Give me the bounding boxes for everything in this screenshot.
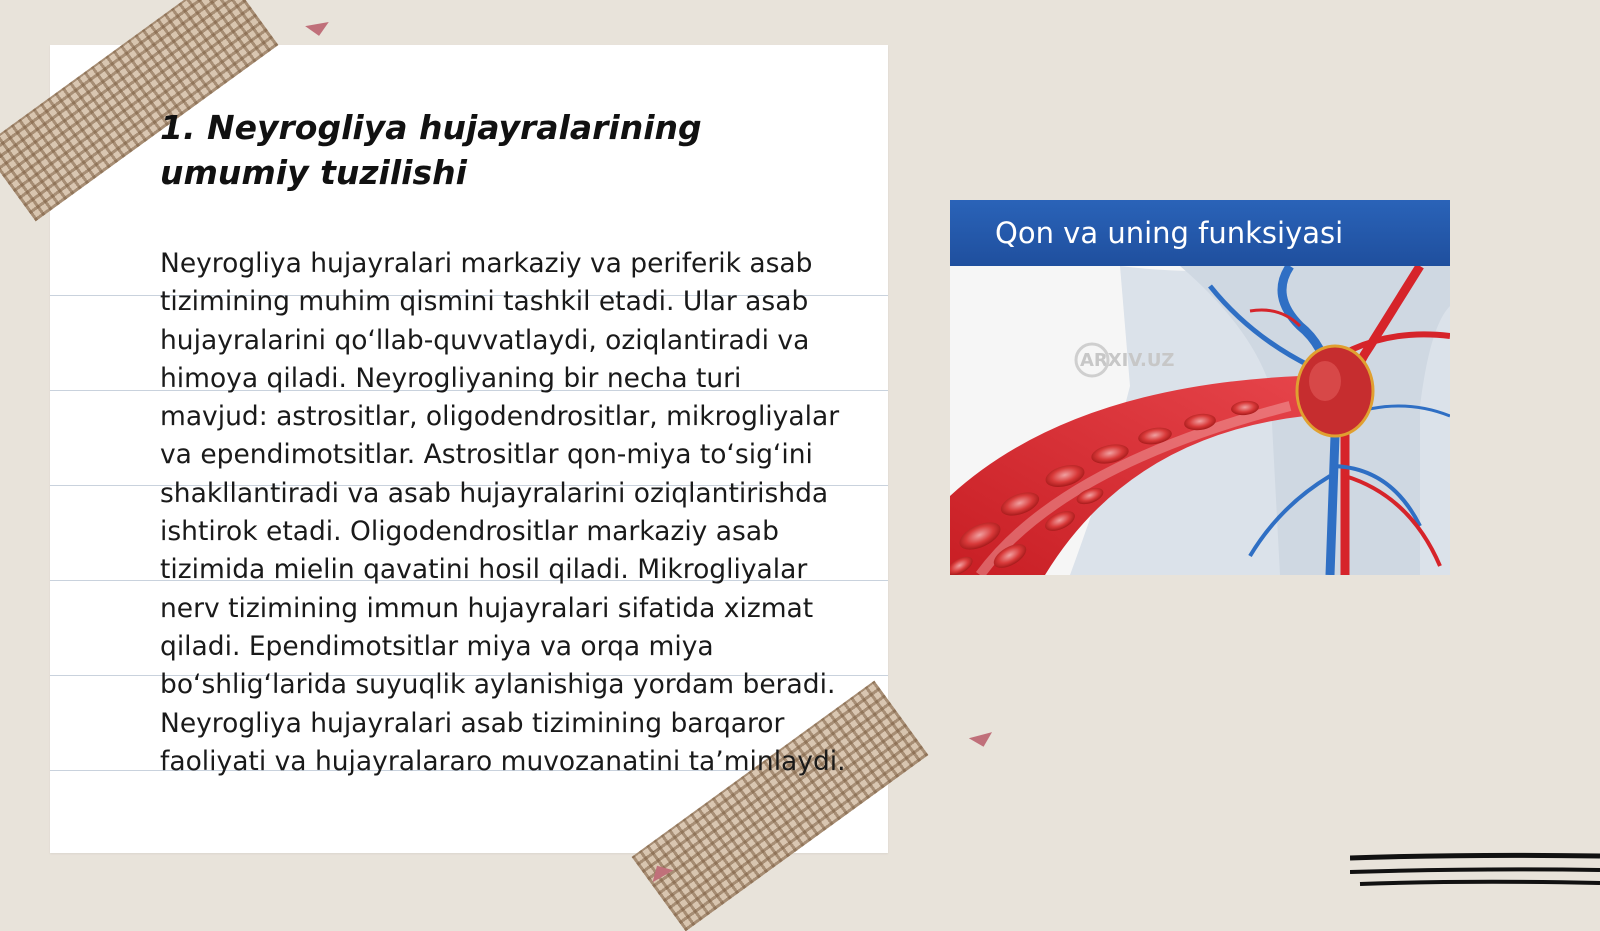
slide-paragraph: Neyrogliya hujayralari markaziy va periferik asab tizimining muhim qismini tashkil etadi. Ular asab hujayralarini qo‘llab-quvvatlaydi, oziqlantiradi va himoya qiladi. Neyrogliyaning bir necha turi mavjud: astrositlar, oligodendrositlar, mikrogliyalar va ependimotsitlar. Astrositlar qon-miya to‘sig‘ini shakllantiradi va asab hujayralarini oziqlantirishda ishtirok etadi. Oligodendrositlar markaziy asab tizimida mielin qavatini hosil qiladi. Mikrogliyalar nerv tizimining immun hujayralari sifatida xizmat qiladi. Ependimotsitlar miya va orqa miya bo‘shlig‘larida suyuqlik aylanishiga yordam beradi. Neyrogliya hujayralari asab tizimining barqaror faoliyati va hujayralararo muvozanatini ta’minlaydi.	[160, 248, 846, 777]
pin-decoration	[969, 732, 995, 750]
circulation-image	[950, 200, 1450, 575]
slide-title: 1. Neyrogliya hujayralarining umumiy tuzilishi	[160, 108, 702, 192]
brush-stroke-decoration	[1350, 850, 1600, 900]
watermark-text: ARXIV.UZ	[1080, 350, 1175, 371]
blood-vessel-illustration	[950, 266, 1450, 575]
image-header: Qon va uning funksiyasi	[950, 200, 1450, 266]
pin-decoration	[305, 22, 331, 38]
